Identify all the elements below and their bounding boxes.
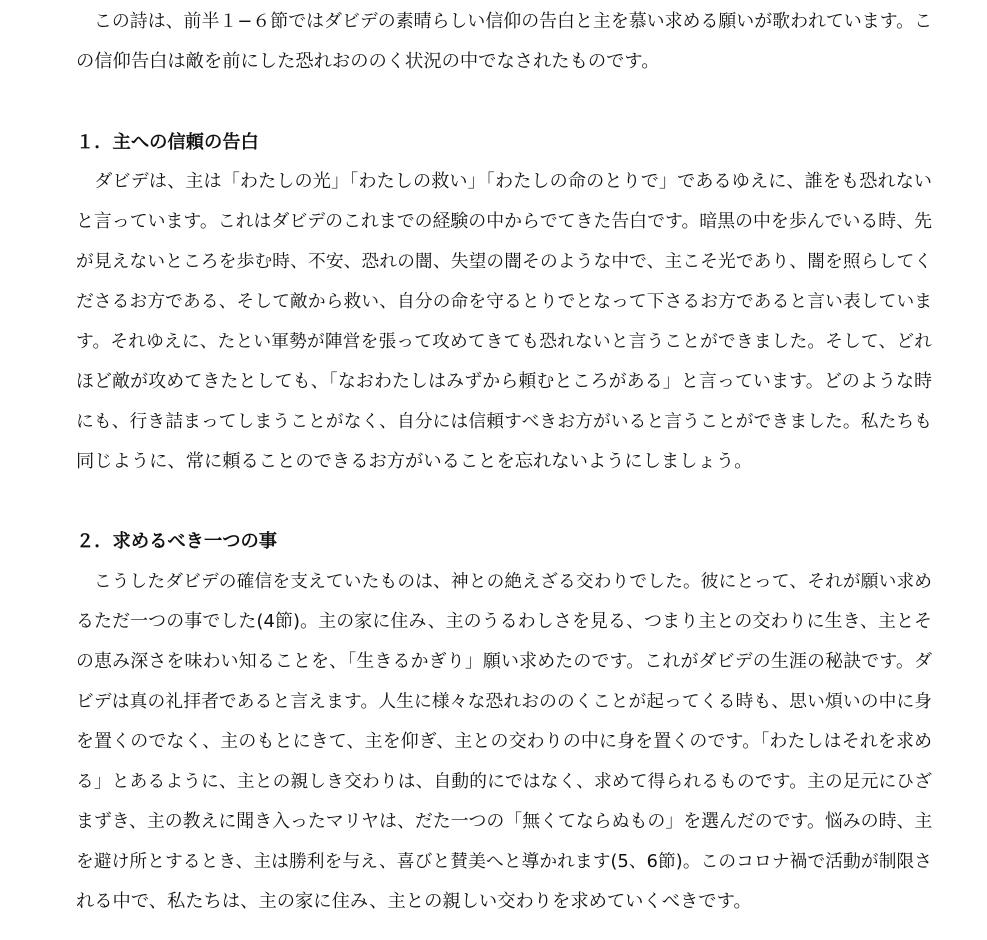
section-2-line: るただ一つの事でした(4節)。主の家に住み、主のうるわしさを見る、つまり主との交わりに生き、主とそ: [76, 611, 932, 632]
section-1-line: が見えないところを歩む時、不安、恐れの闇、失望の闇そのような中で、主こそ光であり、闇を照らしてく: [76, 252, 932, 272]
section-2-line: まずき、主の教えに聞き入ったマリヤは、だた一つの「無くてならぬもの」を選んだのです。悩みの時、主: [76, 811, 932, 832]
intro-line: この詩は、前半１−６節ではダビデの素晴らしい信仰の告白と主を慕い求める願いが歌われています。こ: [76, 11, 932, 32]
section-2-line: を置くのでなく、主のもとにきて、主を仰ぎ、主との交わりの中に身を置くのです。「わたしはそれを求め: [76, 731, 932, 752]
section-1-line: す。それゆえに、たとい軍勢が陣営を張って攻めてきても恐れないと言うことができました。そして、どれ: [76, 332, 932, 352]
section-1-line: と言っています。これはダビデのこれまでの経験の中からでてきた告白です。暗黒の中を歩んでいる時、先: [76, 211, 932, 232]
section-2-line: を避け所とするとき、主は勝利を与え、喜びと賛美へと導かれます(5、6節)。このコロナ禍で活動が制限さ: [76, 852, 932, 872]
section-1-line: にも、行き詰まってしまうことがなく、自分には信頼すべきお方がいると言うことができました。私たちも: [76, 412, 932, 432]
section-2-line: の恵み深さを味わい知ることを、「生きるかぎり」願い求めたのです。これがダビデの生涯の秘訣です。ダ: [76, 651, 932, 672]
section-2-heading: ２．求めるべき一つの事: [76, 531, 278, 552]
section-1-line: 同じように、常に頼ることのできるお方がいることを忘れないようにしましょう。: [76, 451, 753, 472]
section-2-line: ビデは真の礼拝者であると言えます。人生に様々な恐れおののくことが起ってくる時も、思い煩いの中に身: [76, 692, 932, 712]
section-1-line: ダビデは、主は「わたしの光」「わたしの救い」「わたしの命のとりで」であるゆえに、誰をも恐れない: [76, 171, 932, 192]
section-2-line: れる中で、私たちは、主の家に住み、主との親しい交わりを求めていくべきです。: [76, 891, 752, 912]
section-1-line: ださるお方である、そして敵から救い、自分の命を守るとりでとなって下さるお方であると言い表していま: [76, 292, 932, 312]
section-1-line: ほど敵が攻めてきたとしても、「なおわたしはみずから頼むところがある」と言っています。どのような時: [76, 371, 932, 392]
section-2-line: こうしたダビデの確信を支えていたものは、神との絶えざる交わりでした。彼にとって、それが願い求め: [76, 572, 932, 592]
section-2-line: る」とあるように、主との親しき交わりは、自動的にではなく、求めて得られるものです。主の足元にひざ: [76, 772, 932, 792]
intro-line: の信仰告白は敵を前にした恐れおののく状況の中でなされたものです。: [76, 51, 660, 72]
section-1-heading: １．主への信頼の告白: [76, 132, 259, 153]
